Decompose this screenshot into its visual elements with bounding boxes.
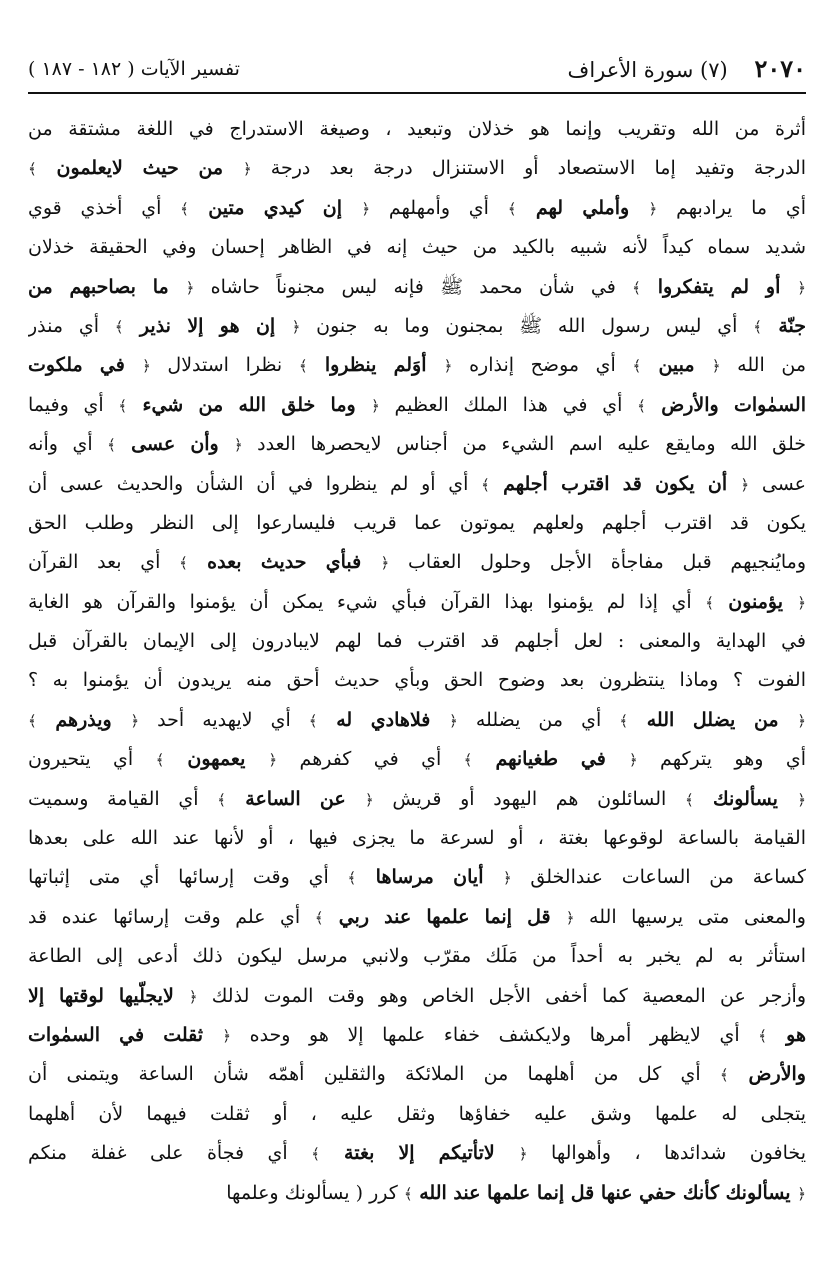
ornate-bracket-icon: ﴾ [758, 1026, 767, 1045]
verse-quote: أو لم يتفكروا [640, 275, 798, 298]
text-line [28, 622, 806, 661]
ornate-bracket-icon: ﴾ [637, 396, 646, 415]
commentary-text: أي أخذي قوي [28, 196, 181, 219]
ornate-bracket-icon: ﴾ [180, 199, 189, 218]
text-line [28, 1095, 806, 1134]
text-line [28, 977, 806, 1016]
commentary-text: أي في هذا الملك العظيم [379, 393, 638, 416]
ornate-bracket-icon: ﴾ [308, 711, 318, 730]
ornate-bracket-icon: ﴾ [217, 790, 227, 809]
text-line [28, 898, 806, 937]
commentary-text: أي القيامة وسميت [28, 787, 218, 810]
commentary-text: كرر ( يسألونك وعلمها [226, 1181, 404, 1204]
ornate-bracket-icon: ﴿ [361, 199, 371, 218]
text-line [28, 504, 806, 543]
ornate-bracket-icon: ﴿ [449, 711, 458, 730]
verse-quote: قل إنما علمها عند ربي [323, 905, 566, 928]
commentary-text: عسى [749, 472, 806, 495]
ornate-bracket-icon: ﴿ [797, 711, 806, 730]
surah-title: (٧) سورة الأعراف [567, 58, 728, 82]
ornate-bracket-icon: ﴿ [797, 593, 806, 612]
ornate-bracket-icon: ﴾ [684, 790, 694, 809]
text-line [28, 819, 806, 858]
ornate-bracket-icon: ﴾ [403, 1184, 413, 1203]
ornate-bracket-icon: ﴿ [371, 396, 380, 415]
ornate-bracket-icon: ﴾ [28, 711, 37, 730]
commentary-text: السائلون هم اليهود أو قريش [373, 787, 685, 810]
commentary-text: الفوت ؟ وماذا ينتظرون بعد وضوح الحق وبأي حديث أحق منه يريدون أن يؤمنوا به ؟ [28, 669, 806, 692]
text-line [28, 858, 806, 897]
ornate-bracket-icon: ﴾ [311, 1145, 320, 1164]
ornate-bracket-icon: ﴾ [463, 751, 473, 770]
ornate-bracket-icon: ﴾ [155, 751, 165, 770]
ornate-bracket-icon: ﴿ [797, 1184, 806, 1203]
commentary-text: وأزجر عن المعصية كما أخفى الأجل الخاص وهو وقت الموت لذلك [197, 984, 806, 1007]
commentary-text: أي لايظهر أمرها ولايكشف خفاء علمها إلا هو وحده [231, 1023, 759, 1046]
commentary-text: شديد سماه كيداً لأنه شبيه بالكيد من حيث إنه في الظاهر إحسان وفي الحقيقة خذلان [28, 236, 806, 259]
commentary-text: أي إذا لم يؤمنوا بهذا القرآن فبأي شيء يمكن أن يؤمنوا والقرآن هو الغاية [28, 590, 706, 613]
ornate-bracket-icon: ﴾ [118, 396, 128, 415]
commentary-text: القيامة بالساعة لوقوعها بغتة ، أو لسرعة ما يجزى فيها ، أو لأنها عند الله على بعدها [28, 827, 806, 850]
ornate-bracket-icon: ﴾ [753, 317, 762, 336]
verse-quote: أوَلم ينظروا [307, 354, 444, 377]
ornate-bracket-icon: ﴾ [481, 475, 490, 494]
text-line [28, 543, 806, 582]
text-line [28, 1134, 806, 1173]
commentary-text: أثرة من الله وتقريب وإنما هو خذلان وتبعيد ، وصيغة الاستدراج في اللغة مشتقة من [28, 118, 806, 140]
verse-quote: وأملي لهم [516, 196, 649, 219]
ornate-bracket-icon: ﴿ [565, 908, 575, 927]
verse-quote: يؤمنون [714, 590, 798, 613]
ornate-bracket-icon: ﴾ [28, 160, 37, 179]
ornate-bracket-icon: ﴿ [185, 278, 195, 297]
commentary-text: نظرا استدلال [150, 354, 299, 377]
page-number: ٢٠٧٠ [754, 54, 806, 83]
commentary-text: أي ما يرادبهم [657, 196, 806, 219]
text-line [28, 1016, 806, 1055]
text-line [28, 189, 806, 228]
commentary-text: أي وأنه [28, 433, 108, 456]
commentary-text: كساعة من الساعات عندالخلق [511, 866, 806, 889]
verse-quote: إن هو إلا نذير [123, 314, 292, 337]
verse-quote: مبين [641, 354, 712, 377]
ornate-bracket-icon: ﴿ [291, 317, 301, 336]
verse-quote: في ملكوت [28, 354, 142, 377]
commentary-text: أي منذر [28, 314, 115, 337]
ornate-bracket-icon: ﴾ [179, 554, 188, 573]
verse-quote: فلاهادي له [317, 708, 449, 731]
verse-quote: ويذرهم [36, 708, 131, 731]
header-rule [28, 92, 806, 94]
verse-quote: من يضلل الله [628, 708, 798, 731]
commentary-text: ومايُنجيهم قبل مفاجأة الأجل وحلول العقاب [389, 551, 806, 574]
header-right [568, 54, 806, 83]
text-line [28, 465, 806, 504]
ornate-bracket-icon: ﴿ [518, 1145, 528, 1164]
verse-quote: لاتأتيكم إلا بغتة [319, 1142, 519, 1165]
ornate-bracket-icon: ﴿ [222, 1026, 232, 1045]
verse-quote: وما خلق الله من شيء [127, 393, 371, 416]
verse-quote: يسألونك كأنك حفي عنها قل إنما علمها عند الله [412, 1181, 798, 1204]
verse-quote: ما بصاحبهم من [28, 275, 186, 298]
commentary-text: أي فجأة على غفلة منكم [28, 1142, 312, 1165]
commentary-text: يخافون شدائدها ، وأهوالها [527, 1142, 806, 1165]
ornate-bracket-icon: ﴾ [314, 908, 324, 927]
verse-quote: من حيث لايعلمون [36, 157, 243, 180]
commentary-text: والمعنى متى يرسيها الله [574, 905, 806, 928]
section-title: تفسير الآيات ( ١٨٢ - ١٨٧ ) [28, 58, 240, 80]
ornate-bracket-icon: ﴾ [632, 357, 642, 376]
text-line [28, 1174, 806, 1213]
verse-quote: عن الساعة [226, 787, 365, 810]
ornate-bracket-icon: ﴾ [632, 278, 641, 297]
commentary-text: في شأن محمد ﷺ فإنه ليس مجنوناً حاشاه [194, 275, 633, 298]
verse-quote: أن يكون قد اقترب أجلهم [489, 472, 741, 495]
verse-quote: والأرض [728, 1063, 806, 1086]
ornate-bracket-icon: ﴿ [188, 987, 198, 1006]
commentary-text: أي وهو يتركهم [637, 748, 806, 771]
commentary-text: من الله [720, 354, 806, 377]
ornate-bracket-icon: ﴿ [797, 278, 806, 297]
text-line [28, 1055, 806, 1094]
verse-quote: هو [767, 1023, 806, 1046]
body-text [28, 110, 806, 1213]
ornate-bracket-icon: ﴿ [268, 751, 278, 770]
commentary-text: الدرجة وتفيد إما الاستصعاد أو الاستنزال درجة بعد درجة [251, 157, 806, 180]
commentary-text: أي كل من أهلهما من الملائكة والثقلين أهمّه شأن الساعة ويتمنى أن [28, 1063, 720, 1086]
ornate-bracket-icon: ﴿ [242, 160, 252, 179]
commentary-text: يتجلى له علمها وشق عليه خفاؤها وثقل عليه ، أو ثقلت فيهما لأن أهلهما [28, 1102, 806, 1125]
commentary-text: أي موضح إنذاره [452, 354, 633, 377]
ornate-bracket-icon: ﴾ [705, 593, 715, 612]
commentary-text: استأثر به لم يخبر به أحداً من مَلَك مقرّب ولانبي مرسل ليكون ذلك أدعى إلى الطاعة [28, 945, 806, 968]
text-line [28, 740, 806, 779]
commentary-text: في الهداية والمعنى : لعل أجلهم قد اقترب فما لهم لايبادرون إلى الإيمان بالقرآن قبل [28, 630, 806, 653]
ornate-bracket-icon: ﴾ [719, 1066, 729, 1085]
text-line [28, 583, 806, 622]
verse-quote: لايجلّيها لوقتها إلا [28, 984, 189, 1007]
verse-quote: وأن عسى [115, 433, 234, 456]
text-line [28, 425, 806, 464]
verse-quote: جنّة [761, 314, 806, 337]
verse-quote: فبأي حديث بعده [187, 551, 381, 574]
ornate-bracket-icon: ﴿ [797, 790, 806, 809]
ornate-bracket-icon: ﴿ [628, 751, 638, 770]
verse-quote: ثقلت في السمٰوات [28, 1023, 223, 1046]
text-line [28, 110, 806, 149]
ornate-bracket-icon: ﴿ [443, 357, 453, 376]
text-line [28, 701, 806, 740]
ornate-bracket-icon: ﴾ [298, 357, 308, 376]
commentary-text: أي ليس رسول الله ﷺ بمجنون وما به جنون [300, 314, 754, 337]
text-line [28, 780, 806, 819]
ornate-bracket-icon: ﴿ [364, 790, 374, 809]
commentary-text: أي يتحيرون [28, 748, 156, 771]
text-line [28, 149, 806, 188]
text-line [28, 268, 806, 307]
commentary-text: أي من يضلله [457, 708, 620, 731]
text-line [28, 346, 806, 385]
verse-quote: أيان مرساها [356, 866, 503, 889]
text-line [28, 307, 806, 346]
commentary-text: أي وأمهلهم [370, 196, 508, 219]
commentary-text: أي وقت إرسائها أي متى إثباتها [28, 866, 348, 889]
ornate-bracket-icon: ﴿ [380, 554, 390, 573]
ornate-bracket-icon: ﴾ [619, 711, 629, 730]
text-line [28, 661, 806, 700]
ornate-bracket-icon: ﴿ [141, 357, 151, 376]
commentary-text: خلق الله ومايقع عليه اسم الشيء من أجناس لايحصرها العدد [242, 433, 806, 456]
text-line [28, 937, 806, 976]
commentary-text: يكون قد اقترب أجلهم ولعلهم يموتون عما قريب فليسارعوا إلى النظر وطلب الحق [28, 511, 806, 534]
commentary-text: أي وفيما [28, 393, 119, 416]
verse-quote: يعمهون [164, 748, 269, 771]
ornate-bracket-icon: ﴾ [114, 317, 124, 336]
verse-quote: في طغيانهم [472, 748, 629, 771]
commentary-text: أي أو لم ينظروا في أن الشأن والحديث عسى أن [28, 472, 482, 495]
commentary-text: أي علم وقت إرسائها عنده قد [28, 905, 315, 928]
ornate-bracket-icon: ﴿ [130, 711, 140, 730]
text-line [28, 386, 806, 425]
ornate-bracket-icon: ﴿ [711, 357, 721, 376]
ornate-bracket-icon: ﴾ [347, 869, 357, 888]
commentary-text: أي بعد القرآن [28, 551, 180, 574]
ornate-bracket-icon: ﴿ [648, 199, 658, 218]
ornate-bracket-icon: ﴿ [502, 869, 512, 888]
ornate-bracket-icon: ﴿ [233, 436, 243, 455]
text-line [28, 228, 806, 267]
verse-quote: إن كيدي متين [188, 196, 362, 219]
commentary-text: أي في كفرهم [277, 748, 464, 771]
ornate-bracket-icon: ﴾ [107, 436, 116, 455]
page-header [28, 50, 806, 90]
ornate-bracket-icon: ﴿ [740, 475, 750, 494]
verse-quote: يسألونك [693, 787, 798, 810]
verse-quote: السمٰوات والأرض [645, 393, 806, 416]
ornate-bracket-icon: ﴾ [507, 199, 517, 218]
commentary-text: أي لايهديه أحد [139, 708, 309, 731]
